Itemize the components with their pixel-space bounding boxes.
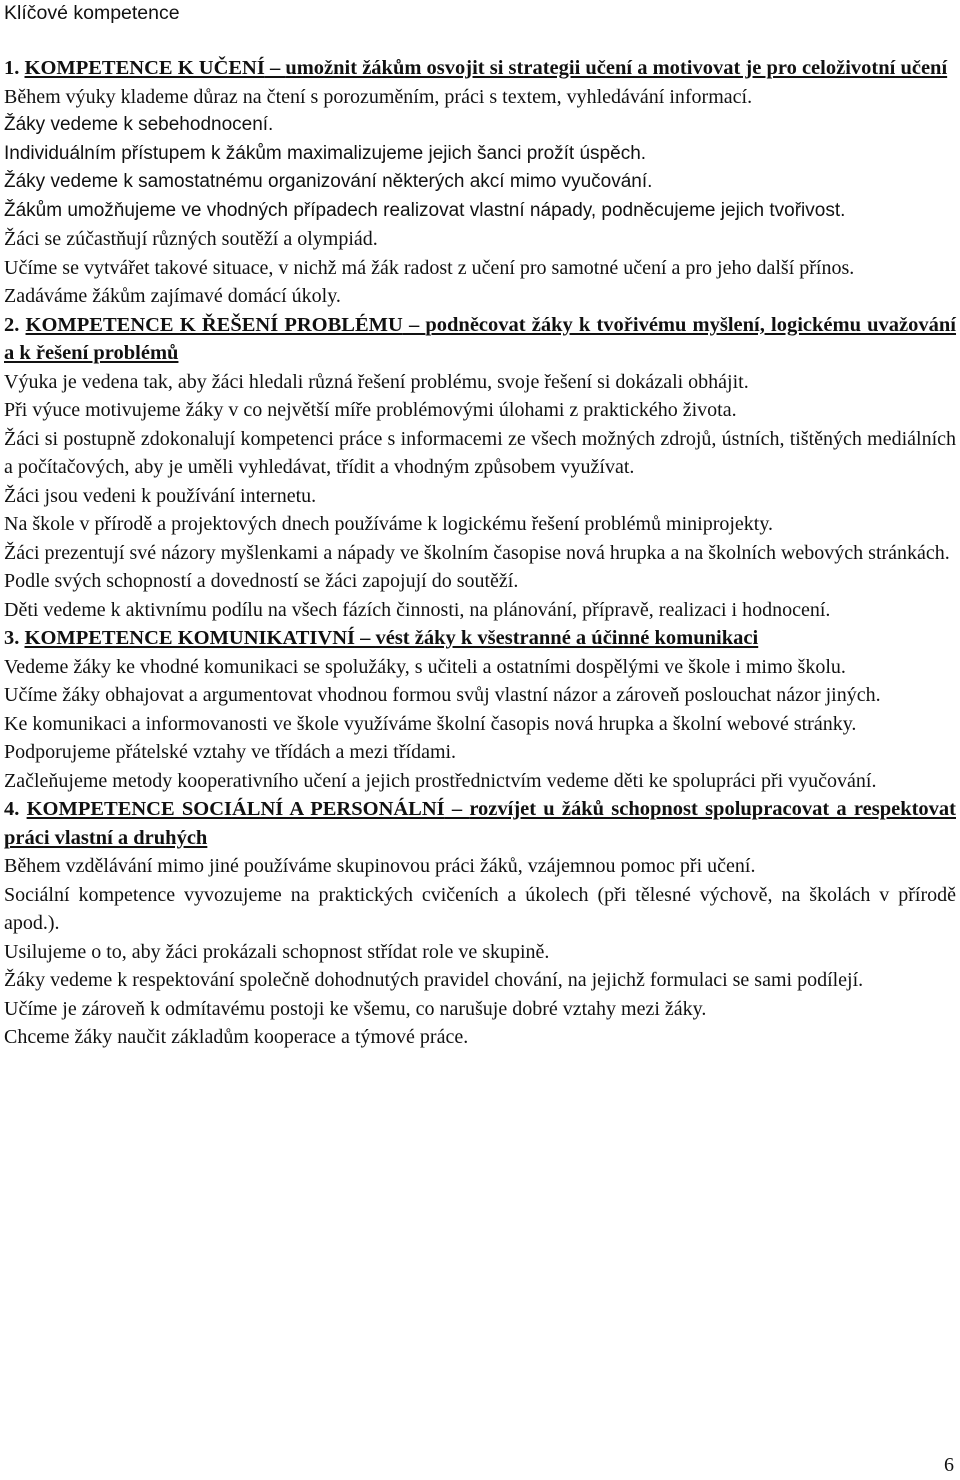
- section-paragraph: Při výuce motivujeme žáky v co největší míře problémovými úlohami z praktického života.: [4, 399, 737, 421]
- section-subtitle: vést žáky k všestranné a účinné komunikaci: [375, 627, 759, 649]
- section-number: 2.: [4, 313, 20, 336]
- section-title: KOMPETENCE SOCIÁLNÍ A PERSONÁLNÍ: [26, 798, 445, 820]
- section-number: 4.: [4, 798, 20, 820]
- section-paragraph: Učíme žáky obhajovat a argumentovat vhodnou formou svůj vlastní názor a zároveň poslouchat názor jiných.: [4, 684, 881, 706]
- section-dash: –: [444, 798, 470, 820]
- section-paragraph: Na škole v přírodě a projektových dnech používáme k logickému řešení problémů miniprojekty.: [4, 513, 774, 535]
- document-page: [4, 0, 956, 1052]
- section-paragraph: Individuálním přístupem k žákům maximalizujeme jejich šanci prožít úspěch.: [4, 142, 647, 164]
- page-number: 6: [944, 1454, 954, 1476]
- section-heading: [4, 795, 956, 852]
- section-paragraph: Výuka je vedena tak, aby žáci hledali různá řešení problému, svoje řešení si dokázali obhájit.: [4, 370, 749, 393]
- section-paragraph: Ke komunikaci a informovanosti ve škole využíváme školní časopis nová hrupka a školní webové stránky.: [4, 712, 857, 735]
- section-paragraph: Chceme žáky naučit základům kooperace a týmové práce.: [4, 1026, 469, 1048]
- section-heading: [4, 54, 956, 83]
- section-paragraph: Učíme je zároveň k odmítavému postoji ke všemu, co narušuje dobré vztahy mezi žáky.: [4, 997, 707, 1020]
- section-number: 3.: [4, 627, 20, 649]
- competence-section: [4, 54, 956, 311]
- document-title: Klíčové kompetence: [4, 2, 180, 24]
- section-dash: –: [402, 313, 426, 336]
- section-paragraph: Děti vedeme k aktivnímu podílu na všech fázích činnosti, na plánování, přípravě, realizaci i hodnocení.: [4, 598, 831, 621]
- section-paragraph: Usilujeme o to, aby žáci prokázali schopnost střídat role ve skupině.: [4, 940, 550, 963]
- section-number: 1.: [4, 57, 20, 79]
- competence-section: [4, 624, 956, 795]
- section-paragraph: Během výuky klademe důraz na čtení s porozuměním, práci s textem, vyhledávání informací.: [4, 85, 753, 108]
- section-paragraph: Žáky vedeme k samostatnému organizování některých akcí mimo vyučování.: [4, 171, 653, 192]
- section-paragraph: Podporujeme přátelské vztahy ve třídách a mezi třídami.: [4, 741, 457, 763]
- competence-section: [4, 311, 956, 625]
- section-heading: [4, 624, 956, 653]
- section-paragraph: Žáci se zúčastňují různých soutěží a olympiád.: [4, 228, 378, 250]
- section-title: KOMPETENCE K UČENÍ: [24, 57, 265, 79]
- section-paragraph: Žáky vedeme k respektování společně dohodnutých pravidel chování, na jejichž formulaci se sami podílejí.: [4, 969, 864, 991]
- section-paragraph: Žáci jsou vedeni k používání internetu.: [4, 484, 317, 507]
- section-subtitle: umožnit žákům osvojit si strategii učení a motivovat je pro celoživotní učení: [285, 57, 948, 79]
- section-paragraph: Vedeme žáky ke vhodné komunikaci se spolužáky, s učiteli a ostatními dospělými ve škole i mimo školu.: [4, 655, 846, 678]
- section-paragraph: Žáky vedeme k sebehodnocení.: [4, 114, 274, 135]
- section-title: KOMPETENCE K ŘEŠENÍ PROBLÉMU: [25, 313, 403, 336]
- section-dash: –: [264, 57, 286, 79]
- section-paragraph: Podle svých schopností a dovedností se žáci zapojují do soutěží.: [4, 570, 519, 592]
- section-paragraph: Zadáváme žákům zajímavé domácí úkoly.: [4, 285, 341, 307]
- section-paragraph: Během vzdělávání mimo jiné používáme skupinovou práci žáků, vzájemnou pomoc při učení.: [4, 855, 756, 877]
- section-heading: [4, 311, 956, 368]
- section-paragraph: Žáci si postupně zdokonalují kompetenci práce s informacemi ze všech možných zdrojů, ústních, tištěných mediálních a počítačových, aby je uměli vyhledávat, třídit a vhodným způsobem využívat.: [4, 427, 956, 478]
- section-paragraph: Žáci prezentují své názory myšlenkami a nápady ve školním časopise nová hrupka a na školních webových stránkách.: [4, 541, 950, 564]
- section-subtitle: rozvíjet u žáků schopnost spolupracovat a respektovat práci vlastní a druhých: [4, 798, 956, 849]
- section-subtitle: podněcovat žáky k tvořivému myšlení, logickému uvažování a k řešení problémů: [4, 313, 957, 364]
- sections-container: [4, 54, 956, 1052]
- section-paragraph: Sociální kompetence vyvozujeme na praktických cvičeních a úkolech (při tělesné výchově, na školách v přírodě apod.).: [4, 883, 956, 934]
- section-paragraph: Začleňujeme metody kooperativního učení a jejich prostřednictvím vedeme děti ke spolupráci při vyučování.: [4, 769, 877, 792]
- section-paragraph: Učíme se vytvářet takové situace, v nichž má žák radost z učení pro samotné učení a pro jeho další přínos.: [4, 256, 855, 279]
- section-title: KOMPETENCE KOMUNIKATIVNÍ: [24, 627, 355, 649]
- section-dash: –: [354, 627, 376, 649]
- section-paragraph: Žákům umožňujeme ve vhodných případech realizovat vlastní nápady, podněcujeme jejich tvořivost.: [4, 199, 846, 221]
- competence-section: [4, 795, 956, 1052]
